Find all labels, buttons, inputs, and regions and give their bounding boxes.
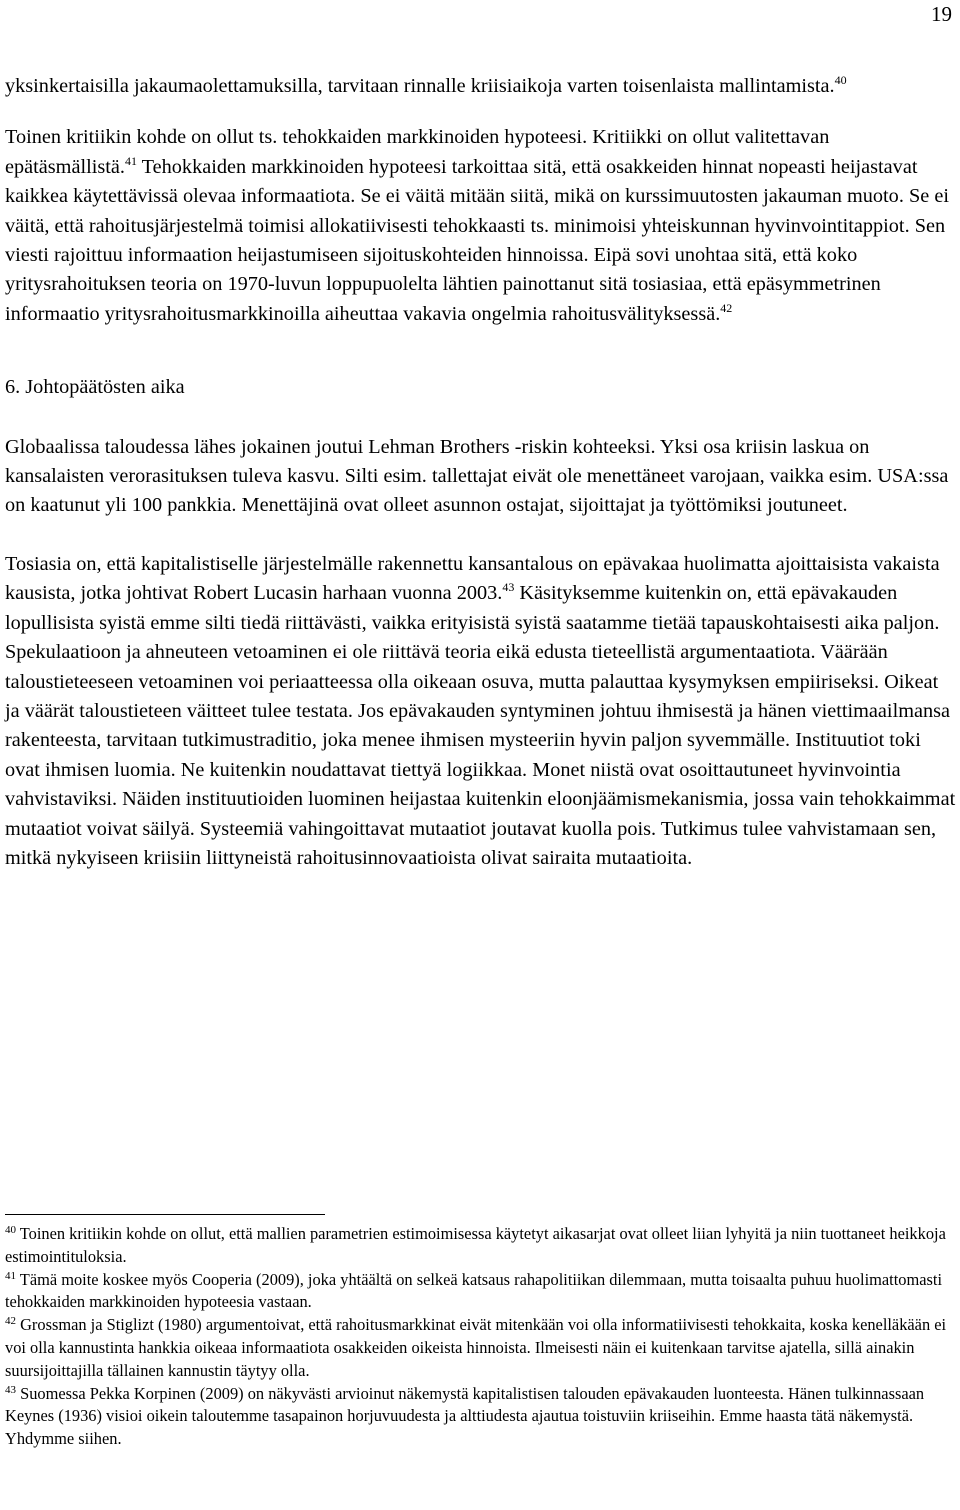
paragraph-1 [5, 72, 957, 101]
footnote-ref-43: 43 [502, 580, 515, 595]
paragraph-4-text-b: Käsityksemme kuitenkin on, että epävakauden lopullisista syistä emme silti tiedä riittävästi, vaikka erityisistä syistä saatamme tietää tapauskohtaisesti aika paljon. Spekulaatioon ja ahneuteen vetoaminen ei ole riittävä teoria eikä edusta tieteellistä argumentaatiota. Väärään taloustieteeseen vetoaminen voi periaatteessa olla oikeaan osuva, mutta palauttaa kysymyksen empiiriseksi. Oikeat ja väärät taloustieteen väitteet tulee testata. Jos epävakauden syntyminen johtuu ihmisestä ja hänen viettimaailmansa rakenteesta, tarvitaan tutkimustraditio, joka menee ihmisen mysteeriin hyvin paljon syvemmälle. Instituutiot toki ovat ihmisen luomia. Ne kuitenkin noudattavat tiettyä logiikkaa. Monet niistä ovat osoittautuneet hyvinvointia vahvistaviksi. Näiden instituutioiden luominen heijastaa kuitenkin eloonjäämismekanismia, jossa vain tehokkaimmat mutaatiot voivat säilyä. Systeemiä vahingoittavat mutaatiot joutavat kuolla pois. Tutkimus tulee vahvistamaan sen, mitkä nykyiseen kriisiin liittyneistä rahoitusinnovaatioista olivat sairaita mutaatioita. [5, 582, 956, 869]
paragraph-3 [5, 433, 957, 521]
footnote-number: 43 [5, 1383, 16, 1396]
paragraph-1-text: yksinkertaisilla jakaumaolettamuksilla, tarvitaan rinnalle kriisiaikoja varten toisenlaista mallintamista. [5, 75, 835, 97]
footnote-42 [5, 1314, 957, 1382]
paragraph-2-text-b: Tehokkaiden markkinoiden hypoteesi tarkoittaa sitä, että osakkeiden hinnat nopeasti heijastavat kaikkea käytettävissä olevaa informaatiota. Se ei väitä mitään siitä, mikä on kurssimuutosten jakauman muoto. Se ei väitä, että rahoitusjärjestelmä toimisi allokatiivisesti tehokkaasti ts. minimoisi yhteiskunnan hyvinvointitappiot. Sen viesti rajoittuu informaation heijastumiseen sijoituskohteiden hinnoissa. Eipä sovi unohtaa sitä, että koko yritysrahoituksen teoria on 1970-luvun loppupuolelta lähtien painottanut sitä tosiasiaa, että epäsymmetrinen informaatio yritysrahoitusmarkkinoilla aiheuttaa vakavia ongelmia rahoitusvälityksessä. [5, 155, 949, 325]
footnote-number: 41 [5, 1269, 16, 1282]
footnote-number: 40 [5, 1224, 16, 1236]
paragraph-2 [5, 123, 957, 329]
footnotes [5, 1223, 957, 1451]
footnote-43 [5, 1383, 957, 1451]
paragraph-3-text: Globaalissa taloudessa lähes jokainen joutui Lehman Brothers -riskin kohteeksi. Yksi osa kriisin laskua on kansalaisten verorasituksen tuleva kasvu. Silti esim. tallettajat eivät ole menettäneet varojaan, vaikka esim. USA:ssa on kaatunut yli 100 pankkia. Menettäjinä ovat olleet asunnon ostajat, sijoittajat ja työttömiksi joutuneet. [5, 435, 949, 517]
body-text [5, 72, 957, 873]
footnote-number: 42 [5, 1315, 16, 1328]
footnote-text: Suomessa Pekka Korpinen (2009) on näkyvästi arvioinut näkemystä kapitalistisen talouden epävakauden luonteesta. Hänen tulkinnassaan Keynes (1936) visioi oikein taloutemme tasapainon horjuvuudesta ja alttiudesta ajautua toistuviin kriiseihin. Emme haasta tätä näkemystä. Yhdymme siihen. [5, 1383, 925, 1449]
footnote-ref-40: 40 [834, 73, 847, 87]
footnote-separator [5, 1214, 325, 1215]
paragraph-2-text-a: Toinen kritiikin kohde on ollut ts. tehokkaiden markkinoiden hypoteesi. Kritiikki on ollut valitettavan epätäsmällistä. [5, 126, 830, 178]
footnote-41 [5, 1269, 957, 1315]
footnote-ref-42: 42 [720, 300, 733, 315]
footnote-text: Grossman ja Stiglizt (1980) argumentoivat, että rahoitusmarkkinat eivät mitenkään voi olla informatiivisesti tehokkaita, koska kenelläkään ei voi olla kannustinta hankkia oikeaa informaatiota osakkeiden oikeista hinnoista. Ilmeisesti näin ei kuitenkaan tarvitse ajatella, sillä ainakin suursijoittajilla tällainen kannustin täytyy olla. [5, 1315, 947, 1380]
paragraph-4 [5, 550, 957, 873]
page-number: 19 [931, 2, 952, 26]
footnote-text: Tämä moite koskee myös Cooperia (2009), joka yhtäältä on selkeä katsaus rahapolitiikan dilemmaan, mutta toisaalta puhuu huolimattomasti tehokkaiden markkinoiden hypoteesia vastaan. [5, 1269, 942, 1312]
footnote-ref-41: 41 [124, 153, 137, 168]
footnote-40 [5, 1223, 957, 1269]
paragraph-4-text-a: Tosiasia on, että kapitalistiselle järjestelmälle rakennettu kansantalous on epävakaa huolimatta ajoittaisista vakaista kausista, jotka johtivat Robert Lucasin harhaan vuonna 2003. [5, 552, 940, 605]
footnote-text: Toinen kritiikin kohde on ollut, että mallien parametrien estimoimisessa käytetyt aikasarjat ovat olleet liian lyhyitä ja niin tuottaneet heikkoja estimointituloksia. [5, 1224, 946, 1266]
section-heading: 6. Johtopäätösten aika [5, 376, 185, 399]
